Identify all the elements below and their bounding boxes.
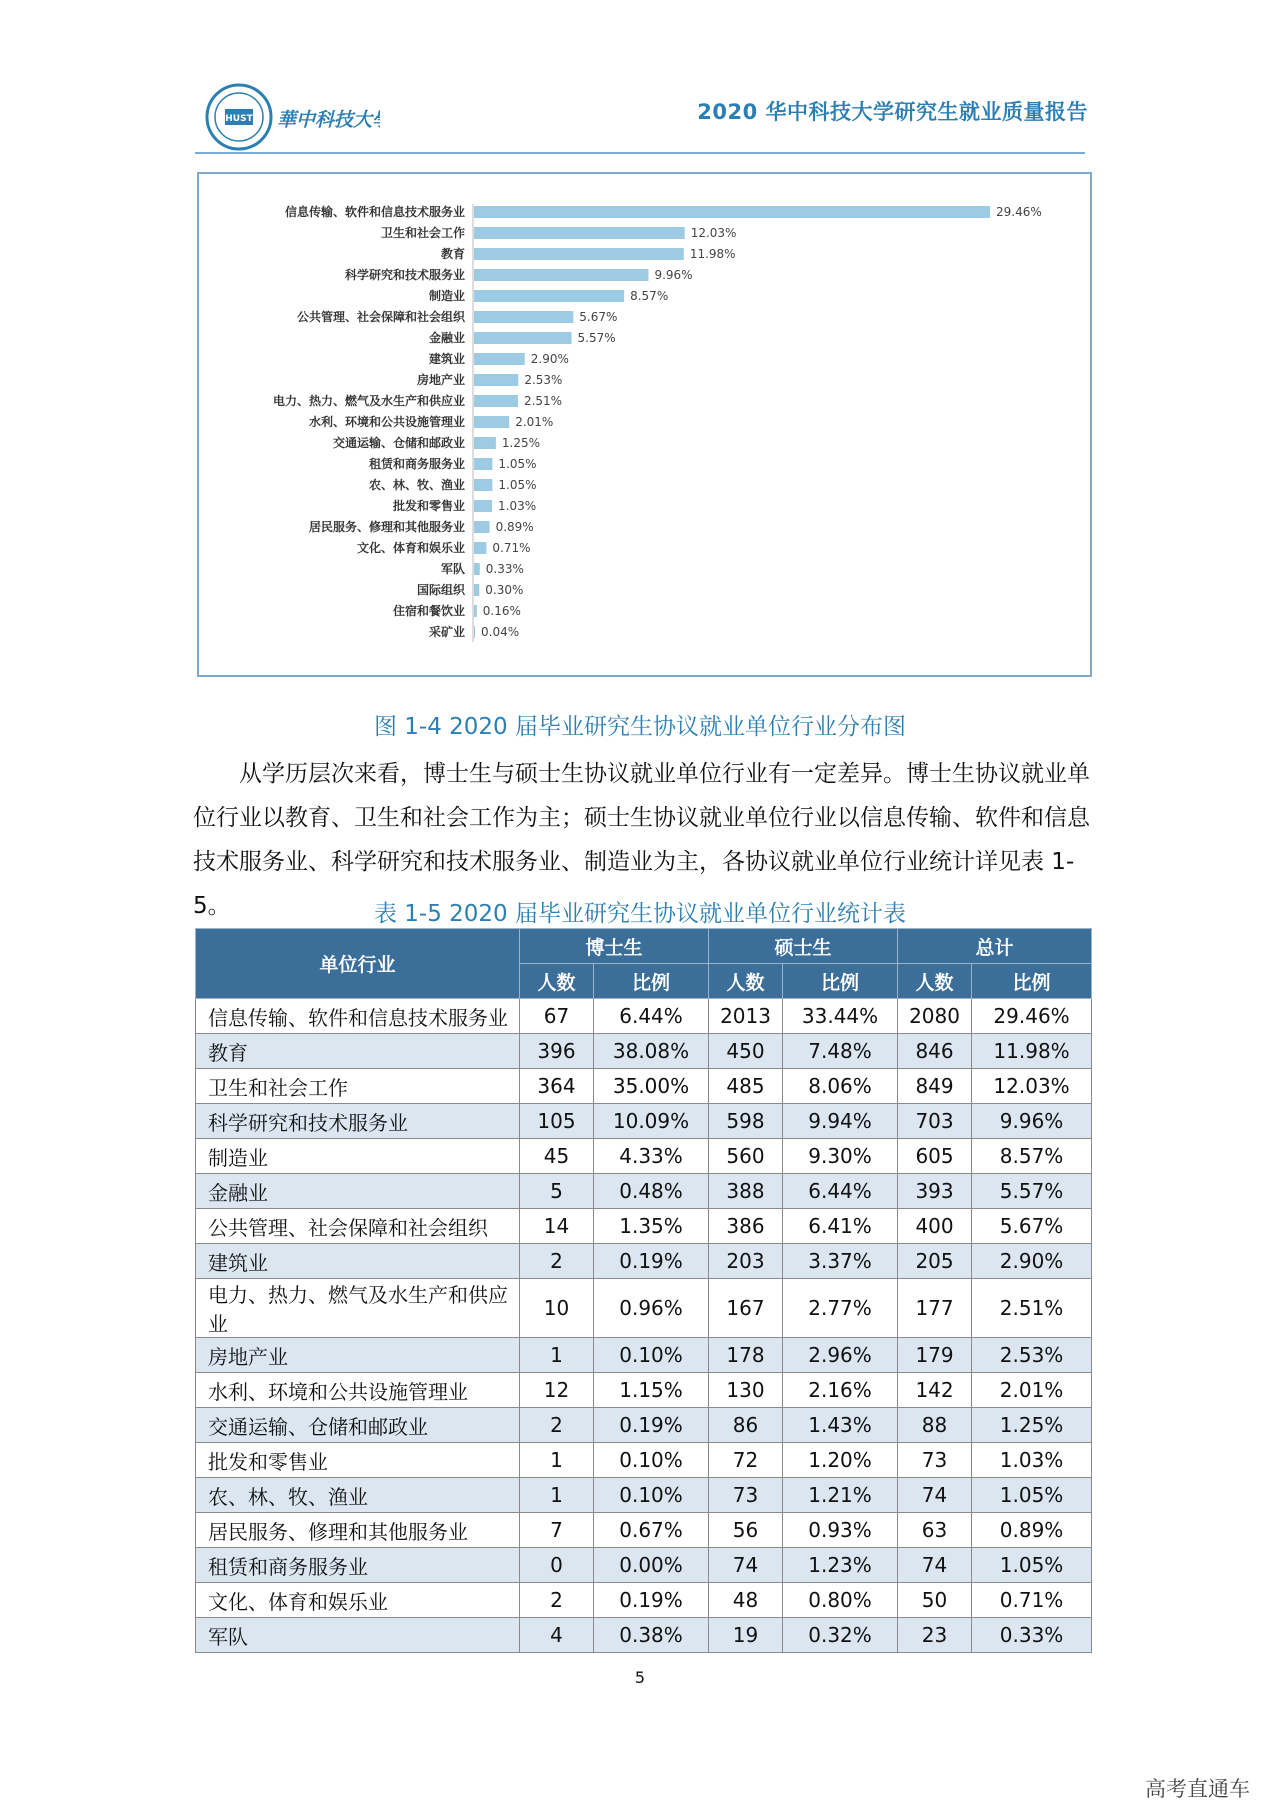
cell-industry: 交通运输、仓储和邮政业 [196, 1408, 520, 1443]
cell-industry: 科学研究和技术服务业 [196, 1104, 520, 1139]
cell-value: 388 [709, 1174, 783, 1209]
cell-value: 142 [898, 1373, 972, 1408]
cell-value: 48 [709, 1583, 783, 1618]
chart-category-label: 房地产业 [416, 373, 465, 387]
cell-industry: 农、林、牧、渔业 [196, 1478, 520, 1513]
cell-value: 1.20% [783, 1443, 898, 1478]
cell-value: 0.19% [594, 1408, 709, 1443]
cell-value: 0.38% [594, 1618, 709, 1653]
university-logo [205, 82, 380, 152]
chart-bar [474, 206, 990, 218]
cell-value: 45 [520, 1139, 594, 1174]
figure-caption: 图 1-4 2020 届毕业研究生协议就业单位行业分布图 [373, 714, 907, 740]
subheader-ratio: 比例 [972, 964, 1092, 999]
chart-value-label: 0.04% [481, 625, 520, 639]
chart-value-label: 11.98% [689, 247, 736, 261]
chart-value-label: 2.01% [515, 415, 554, 429]
page-number: 5 [634, 1668, 646, 1687]
chart-category-label: 信息传输、软件和信息技术服务业 [284, 205, 465, 219]
chart-category-label: 租赁和商务服务业 [368, 457, 465, 471]
cell-value: 67 [520, 999, 594, 1034]
cell-value: 2080 [898, 999, 972, 1034]
cell-industry: 电力、热力、燃气及水生产和供应业 [196, 1279, 520, 1338]
cell-value: 1.15% [594, 1373, 709, 1408]
cell-value: 72 [709, 1443, 783, 1478]
svg-text:HUST: HUST [225, 114, 253, 124]
cell-value: 8.57% [972, 1139, 1092, 1174]
cell-value: 605 [898, 1139, 972, 1174]
industry-bar-chart [197, 172, 1092, 677]
chart-category-label: 电力、热力、燃气及水生产和供应业 [272, 394, 465, 408]
cell-value: 4.33% [594, 1139, 709, 1174]
chart-category-label: 科学研究和技术服务业 [344, 268, 465, 282]
table-row [196, 1279, 1092, 1338]
chart-category-label: 文化、体育和娱乐业 [356, 541, 465, 555]
cell-value: 2.96% [783, 1338, 898, 1373]
cell-value: 29.46% [972, 999, 1092, 1034]
cell-value: 177 [898, 1279, 972, 1338]
cell-value: 849 [898, 1069, 972, 1104]
cell-value: 364 [520, 1069, 594, 1104]
cell-value: 6.44% [594, 999, 709, 1034]
chart-bar [474, 626, 475, 638]
cell-value: 74 [709, 1548, 783, 1583]
chart-bar [474, 500, 492, 512]
cell-value: 33.44% [783, 999, 898, 1034]
chart-category-label: 金融业 [428, 331, 465, 345]
chart-bar [474, 605, 477, 617]
chart-bar [474, 290, 624, 302]
cell-value: 2013 [709, 999, 783, 1034]
cell-value: 6.41% [783, 1209, 898, 1244]
cell-value: 2.51% [972, 1279, 1092, 1338]
cell-value: 846 [898, 1034, 972, 1069]
cell-value: 3.37% [783, 1244, 898, 1279]
cell-value: 5.57% [972, 1174, 1092, 1209]
cell-value: 1.35% [594, 1209, 709, 1244]
cell-value: 9.94% [783, 1104, 898, 1139]
cell-industry: 金融业 [196, 1174, 520, 1209]
cell-value: 450 [709, 1034, 783, 1069]
cell-value: 2 [520, 1408, 594, 1443]
cell-value: 12.03% [972, 1069, 1092, 1104]
cell-value: 0.71% [972, 1583, 1092, 1618]
cell-value: 38.08% [594, 1034, 709, 1069]
cell-value: 63 [898, 1513, 972, 1548]
subheader-count: 人数 [709, 964, 783, 999]
cell-value: 50 [898, 1583, 972, 1618]
cell-value: 73 [898, 1443, 972, 1478]
table-row [196, 1583, 1092, 1618]
cell-value: 10.09% [594, 1104, 709, 1139]
chart-category-label: 教育 [440, 247, 465, 261]
chart-value-label: 1.05% [498, 457, 537, 471]
chart-category-label: 建筑业 [428, 352, 465, 366]
header-industry: 单位行业 [196, 929, 520, 999]
cell-value: 2.77% [783, 1279, 898, 1338]
table-row [196, 1174, 1092, 1209]
cell-industry: 居民服务、修理和其他服务业 [196, 1513, 520, 1548]
industry-stats-table [195, 928, 1092, 1653]
chart-value-label: 1.03% [498, 499, 537, 513]
chart-category-label: 军队 [440, 562, 465, 576]
table-row [196, 1443, 1092, 1478]
report-title: 2020 华中科技大学研究生就业质量报告 [697, 100, 1088, 124]
cell-value: 105 [520, 1104, 594, 1139]
chart-value-label: 2.90% [530, 352, 569, 366]
cell-industry: 水利、环境和公共设施管理业 [196, 1373, 520, 1408]
cell-value: 1.03% [972, 1443, 1092, 1478]
cell-value: 1 [520, 1478, 594, 1513]
table-row [196, 1408, 1092, 1443]
cell-value: 179 [898, 1338, 972, 1373]
table-row [196, 999, 1092, 1034]
cell-value: 10 [520, 1279, 594, 1338]
cell-value: 485 [709, 1069, 783, 1104]
logo-wordmark: 華中科技大學 [277, 109, 380, 131]
chart-bar [474, 563, 480, 575]
chart-value-label: 0.16% [482, 604, 521, 618]
chart-category-label: 制造业 [428, 289, 465, 303]
table-row [196, 1373, 1092, 1408]
cell-value: 11.98% [972, 1034, 1092, 1069]
cell-value: 560 [709, 1139, 783, 1174]
subheader-count: 人数 [520, 964, 594, 999]
cell-value: 7.48% [783, 1034, 898, 1069]
chart-value-label: 9.96% [654, 268, 693, 282]
cell-value: 393 [898, 1174, 972, 1209]
cell-value: 74 [898, 1478, 972, 1513]
cell-value: 167 [709, 1279, 783, 1338]
chart-category-label: 居民服务、修理和其他服务业 [308, 520, 465, 534]
cell-value: 130 [709, 1373, 783, 1408]
chart-bar [474, 353, 525, 365]
cell-value: 0.93% [783, 1513, 898, 1548]
cell-value: 56 [709, 1513, 783, 1548]
cell-value: 0.19% [594, 1244, 709, 1279]
cell-value: 400 [898, 1209, 972, 1244]
chart-value-label: 5.67% [579, 310, 618, 324]
cell-value: 1.25% [972, 1408, 1092, 1443]
watermark-text: 高考直通车 [1145, 1777, 1250, 1801]
chart-bar [474, 227, 685, 239]
chart-value-label: 8.57% [630, 289, 669, 303]
chart-value-label: 0.71% [492, 541, 531, 555]
cell-value: 0.80% [783, 1583, 898, 1618]
header-divider [195, 152, 1085, 154]
cell-value: 0.00% [594, 1548, 709, 1583]
chart-category-label: 住宿和餐饮业 [392, 604, 465, 618]
table-row [196, 1034, 1092, 1069]
chart-value-label: 0.30% [485, 583, 524, 597]
cell-value: 2 [520, 1244, 594, 1279]
cell-value: 0 [520, 1548, 594, 1583]
table-row [196, 1513, 1092, 1548]
chart-value-label: 0.33% [485, 562, 524, 576]
cell-value: 5 [520, 1174, 594, 1209]
cell-value: 1 [520, 1443, 594, 1478]
chart-value-label: 12.03% [690, 226, 737, 240]
cell-industry: 租赁和商务服务业 [196, 1548, 520, 1583]
cell-industry: 建筑业 [196, 1244, 520, 1279]
table-row [196, 1244, 1092, 1279]
chart-category-label: 批发和零售业 [392, 499, 465, 513]
chart-value-label: 2.53% [524, 373, 563, 387]
cell-value: 14 [520, 1209, 594, 1244]
chart-bar [474, 437, 496, 449]
chart-canvas [199, 174, 1090, 675]
table-row [196, 1548, 1092, 1583]
table-row [196, 1069, 1092, 1104]
table-row [196, 1618, 1092, 1653]
cell-industry: 制造业 [196, 1139, 520, 1174]
cell-value: 2.01% [972, 1373, 1092, 1408]
header-group-master: 硕士生 [709, 929, 898, 964]
chart-bar [474, 542, 486, 554]
cell-value: 386 [709, 1209, 783, 1244]
cell-value: 205 [898, 1244, 972, 1279]
paragraph-text: 从学历层次来看，博士生与硕士生协议就业单位行业有一定差异。博士生协议就业单位行业以教育、卫生和社会工作为主；硕士生协议就业单位行业以信息传输、软件和信息技术服务业、科学研究和技术服务业、制造业为主，各协议就业单位行业统计详见表 1-5。 [193, 761, 1090, 919]
cell-value: 0.89% [972, 1513, 1092, 1548]
cell-value: 7 [520, 1513, 594, 1548]
cell-value: 0.32% [783, 1618, 898, 1653]
cell-industry: 卫生和社会工作 [196, 1069, 520, 1104]
chart-category-label: 公共管理、社会保障和社会组织 [296, 310, 465, 324]
cell-value: 1.43% [783, 1408, 898, 1443]
chart-value-label: 1.05% [498, 478, 537, 492]
table-row [196, 1209, 1092, 1244]
cell-value: 12 [520, 1373, 594, 1408]
subheader-count: 人数 [898, 964, 972, 999]
cell-value: 2.90% [972, 1244, 1092, 1279]
cell-value: 2 [520, 1583, 594, 1618]
cell-value: 0.10% [594, 1338, 709, 1373]
cell-value: 6.44% [783, 1174, 898, 1209]
subheader-ratio: 比例 [594, 964, 709, 999]
cell-value: 1.05% [972, 1548, 1092, 1583]
cell-value: 0.48% [594, 1174, 709, 1209]
cell-value: 5.67% [972, 1209, 1092, 1244]
cell-industry: 文化、体育和娱乐业 [196, 1583, 520, 1618]
chart-category-label: 卫生和社会工作 [380, 226, 465, 240]
chart-bar [474, 458, 492, 470]
cell-value: 0.67% [594, 1513, 709, 1548]
cell-value: 396 [520, 1034, 594, 1069]
cell-value: 73 [709, 1478, 783, 1513]
cell-value: 0.33% [972, 1618, 1092, 1653]
cell-industry: 公共管理、社会保障和社会组织 [196, 1209, 520, 1244]
chart-bar [474, 248, 684, 260]
chart-bar [474, 521, 490, 533]
cell-value: 0.10% [594, 1443, 709, 1478]
cell-industry: 军队 [196, 1618, 520, 1653]
chart-value-label: 29.46% [996, 205, 1042, 219]
chart-category-label: 交通运输、仓储和邮政业 [332, 436, 465, 450]
cell-value: 0.19% [594, 1583, 709, 1618]
table-row [196, 1478, 1092, 1513]
cell-industry: 房地产业 [196, 1338, 520, 1373]
header-group-total: 总计 [898, 929, 1092, 964]
chart-value-label: 5.57% [577, 331, 616, 345]
chart-bar [474, 332, 572, 344]
header-group-phd: 博士生 [520, 929, 709, 964]
chart-value-label: 0.89% [495, 520, 534, 534]
cell-value: 4 [520, 1618, 594, 1653]
cell-value: 74 [898, 1548, 972, 1583]
cell-value: 23 [898, 1618, 972, 1653]
cell-value: 2.16% [783, 1373, 898, 1408]
chart-value-label: 1.25% [501, 436, 541, 450]
cell-value: 88 [898, 1408, 972, 1443]
cell-industry: 教育 [196, 1034, 520, 1069]
chart-bar [474, 479, 492, 491]
cell-industry: 批发和零售业 [196, 1443, 520, 1478]
table-row [196, 1104, 1092, 1139]
cell-value: 8.06% [783, 1069, 898, 1104]
cell-value: 1.05% [972, 1478, 1092, 1513]
chart-category-label: 水利、环境和公共设施管理业 [308, 415, 465, 429]
chart-bar [474, 395, 518, 407]
cell-value: 9.96% [972, 1104, 1092, 1139]
chart-bar [474, 311, 573, 323]
cell-value: 2.53% [972, 1338, 1092, 1373]
cell-value: 1 [520, 1338, 594, 1373]
chart-bar [474, 584, 479, 596]
table-caption: 表 1-5 2020 届毕业研究生协议就业单位行业统计表 [373, 901, 907, 927]
cell-value: 0.10% [594, 1478, 709, 1513]
table-row [196, 1139, 1092, 1174]
cell-value: 203 [709, 1244, 783, 1279]
cell-value: 9.30% [783, 1139, 898, 1174]
chart-category-label: 农、林、牧、渔业 [368, 478, 465, 492]
subheader-ratio: 比例 [783, 964, 898, 999]
cell-industry: 信息传输、软件和信息技术服务业 [196, 999, 520, 1034]
cell-value: 0.96% [594, 1279, 709, 1338]
cell-value: 178 [709, 1338, 783, 1373]
chart-bar [474, 416, 509, 428]
cell-value: 1.23% [783, 1548, 898, 1583]
cell-value: 598 [709, 1104, 783, 1139]
chart-category-label: 采矿业 [428, 625, 465, 639]
table-row [196, 1338, 1092, 1373]
chart-bar [474, 269, 648, 281]
cell-value: 19 [709, 1618, 783, 1653]
chart-bar [474, 374, 518, 386]
cell-value: 1.21% [783, 1478, 898, 1513]
cell-value: 35.00% [594, 1069, 709, 1104]
chart-category-label: 国际组织 [416, 583, 465, 597]
cell-value: 703 [898, 1104, 972, 1139]
cell-value: 86 [709, 1408, 783, 1443]
chart-value-label: 2.51% [523, 394, 563, 408]
